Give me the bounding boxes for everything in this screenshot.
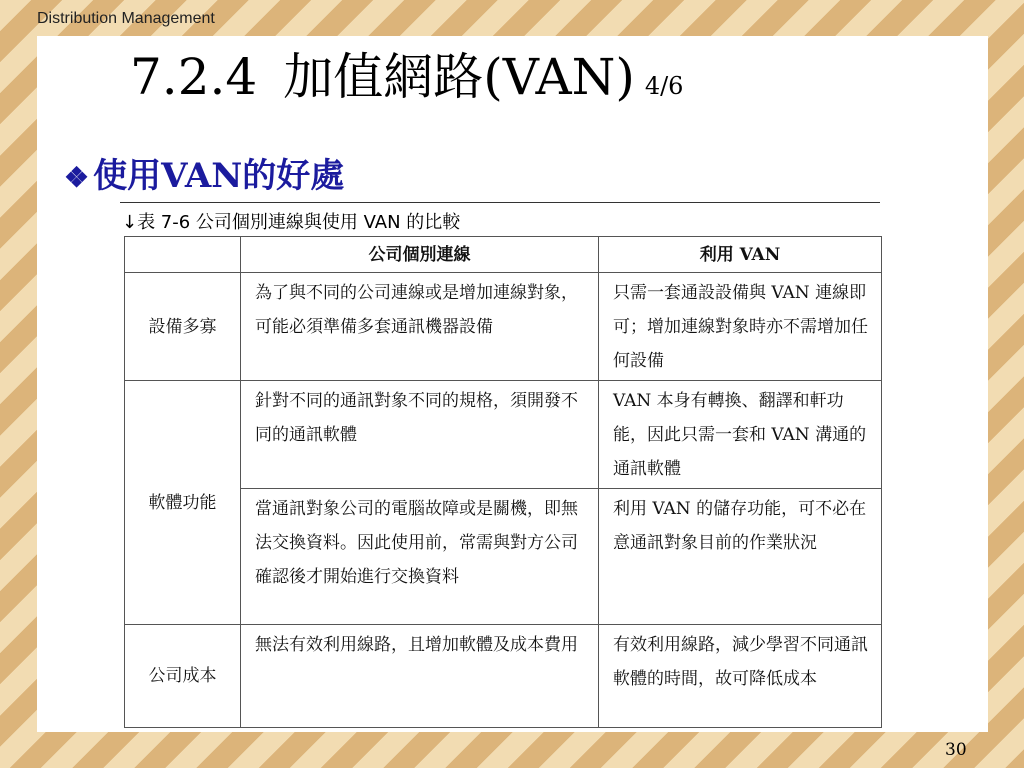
page-number: 30 [945,740,967,760]
van-cell: 只需一套通設設備與 VAN 連線即可；增加連線對象時亦不需增加任何設備 [599,273,882,381]
row-label: 軟體功能 [125,381,241,625]
bullet-text: 使用VAN的好處 [93,156,345,196]
row-label: 公司成本 [125,625,241,728]
slide-title [130,48,684,106]
row-label: 設備多寡 [125,273,241,381]
table-row [125,625,882,728]
diamond-bullet-icon: ❖ [64,161,90,194]
company-cell: 為了與不同的公司連線或是增加連線對象，可能必須準備多套通訊機器設備 [241,273,599,381]
bullet-heading [64,148,344,197]
company-cell: 當通訊對象公司的電腦故障或是關機，即無法交換資料。因此使用前，常需與對方公司確認後才開始進行交換資料 [241,489,599,625]
van-cell: 有效利用線路，減少學習不同通訊軟體的時間，故可降低成本 [599,625,882,728]
company-cell: 針對不同的通訊對象不同的規格，須開發不同的通訊軟體 [241,381,599,489]
title-text: 加值網路(VAN) [283,48,635,106]
column-header-van: 利用 VAN [599,237,882,273]
table-row [125,273,882,381]
page-indicator: 4/6 [644,72,684,100]
van-cell: 利用 VAN 的儲存功能，可不必在意通訊對象目前的作業狀況 [599,489,882,625]
company-cell: 無法有效利用線路，且增加軟體及成本費用 [241,625,599,728]
column-header-empty [125,237,241,273]
comparison-table [124,236,882,728]
header-bar [0,0,1024,36]
table-row [125,381,882,489]
caption-rule [120,202,880,203]
section-number: 7.2.4 [130,48,258,106]
van-cell: VAN 本身有轉換、翻譯和軒功能，因此只需一套和 VAN 溝通的通訊軟體 [599,381,882,489]
column-header-company: 公司個別連線 [241,237,599,273]
table-caption: ↓表 7-6 公司個別連線與使用 VAN 的比較 [122,212,461,233]
course-title: Distribution Management [37,10,215,27]
table-header-row [125,237,882,273]
